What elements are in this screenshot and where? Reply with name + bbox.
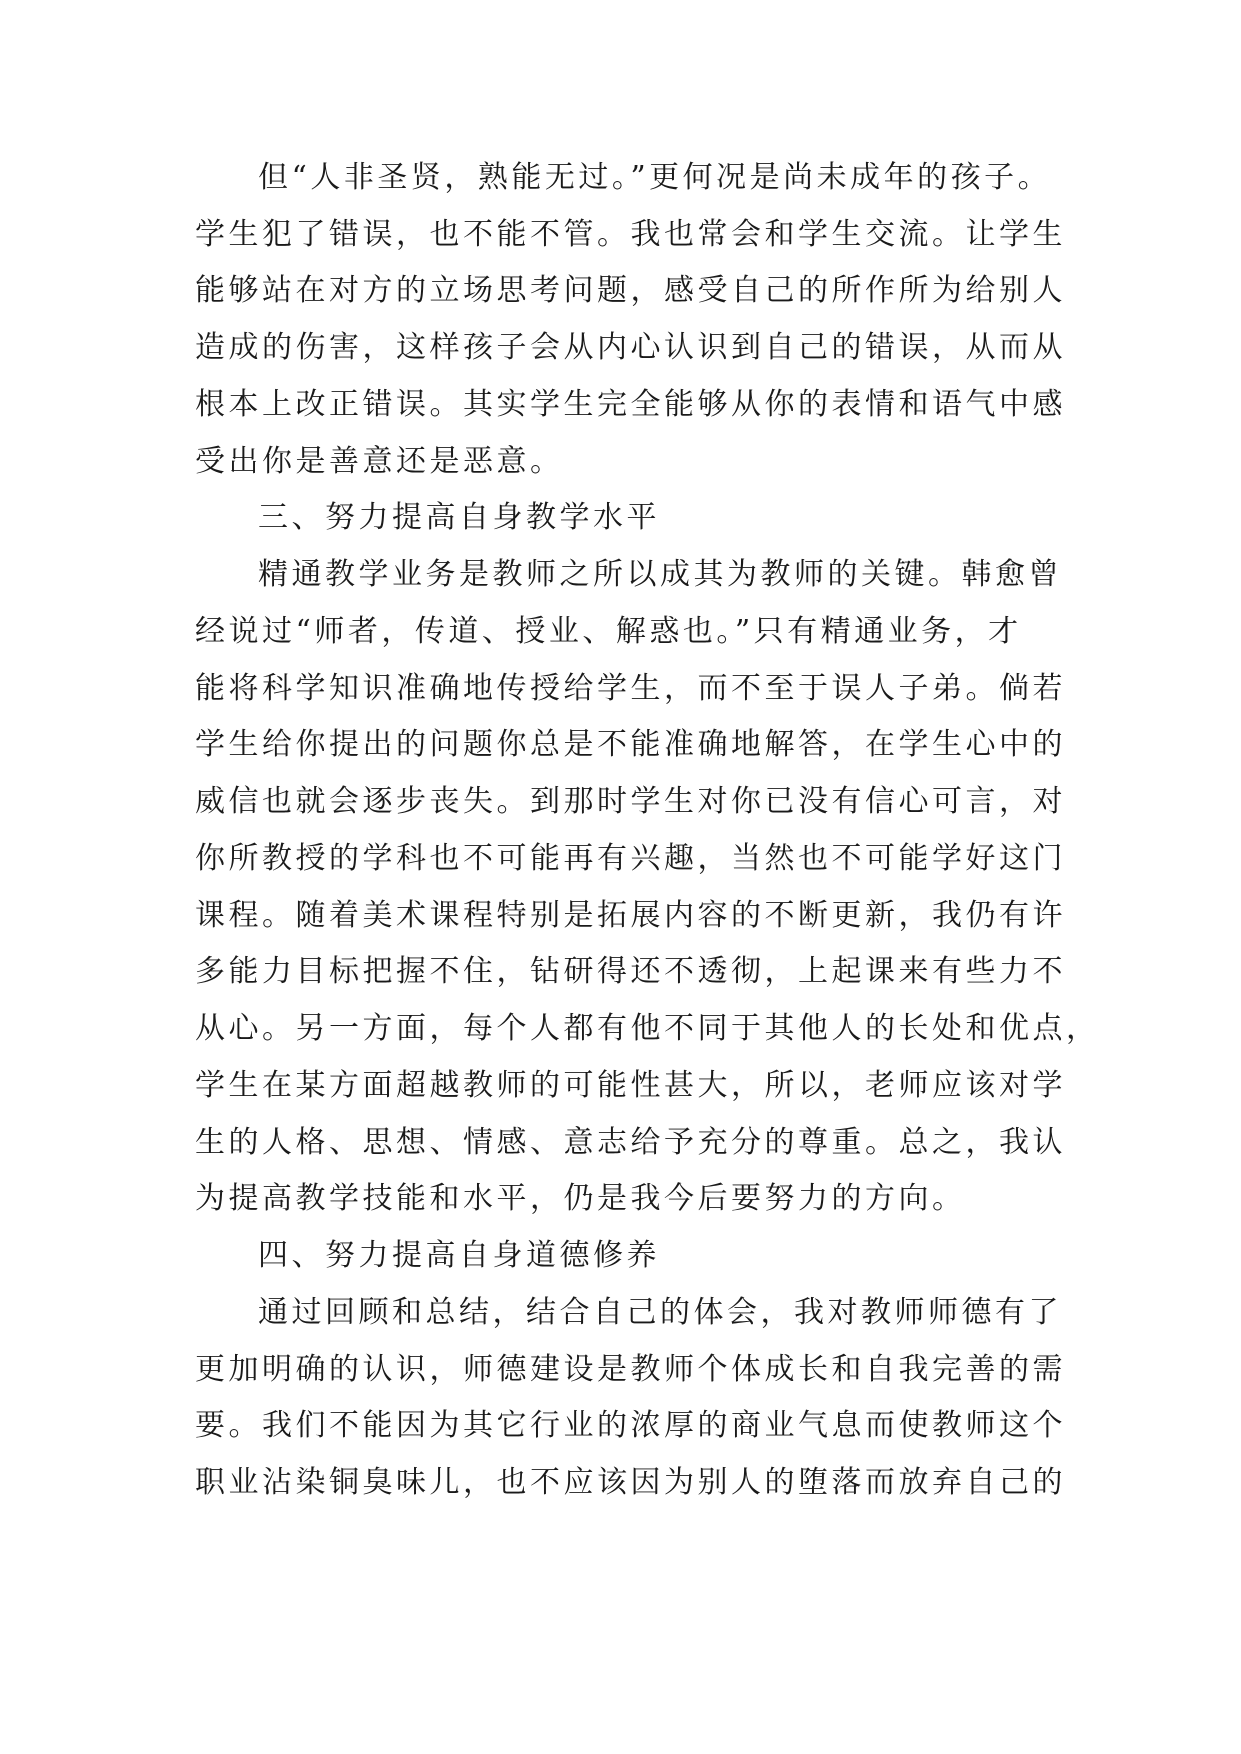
text-line-6: 受出你是善意还是恶意。 <box>195 444 564 479</box>
text-line-17: 学生在某方面超越教师的可能性甚大，所以，老师应该对学 <box>195 1068 1066 1103</box>
text-line-4: 造成的伤害，这样孩子会从内心认识到自己的错误，从而从 <box>195 330 1066 365</box>
text-line-23: 要。我们不能因为其它行业的浓厚的商业气息而使教师这个 <box>195 1408 1066 1443</box>
text-line-13: 你所教授的学科也不可能再有兴趣，当然也不可能学好这门 <box>195 841 1066 876</box>
text-line-15: 多能力目标把握不住，钻研得还不透彻，上起课来有些力不 <box>195 954 1066 989</box>
text-line-22: 更加明确的认识，师德建设是教师个体成长和自我完善的需 <box>195 1352 1066 1387</box>
text-line-11: 学生给你提出的问题你总是不能准确地解答，在学生心中的 <box>195 727 1066 762</box>
text-line-2: 学生犯了错误，也不能不管。我也常会和学生交流。让学生 <box>195 217 1066 252</box>
text-line-19: 为提高教学技能和水平，仍是我今后要努力的方向。 <box>195 1181 966 1216</box>
text-line-16: 从心。另一方面，每个人都有他不同于其他人的长处和优点， <box>195 1011 1100 1046</box>
section-heading-4: 四、努力提高自身道德修养 <box>258 1238 660 1273</box>
text-line-12: 威信也就会逐步丧失。到那时学生对你已没有信心可言，对 <box>195 784 1066 819</box>
text-line-3: 能够站在对方的立场思考问题，感受自己的所作所为给别人 <box>195 273 1066 308</box>
text-line-8: 精通教学业务是教师之所以成其为教师的关键。韩愈曾 <box>258 557 1062 592</box>
text-line-18: 生的人格、思想、情感、意志给予充分的尊重。总之，我认 <box>195 1125 1066 1160</box>
text-line-10: 能将科学知识准确地传授给学生，而不至于误人子弟。倘若 <box>195 671 1066 706</box>
text-line-1: 但“人非圣贤，熟能无过。”更何况是尚未成年的孩子。 <box>258 160 1052 195</box>
text-line-9: 经说过“师者，传道、授业、解惑也。”只有精通业务，才 <box>195 614 1022 649</box>
section-heading-3: 三、努力提高自身教学水平 <box>258 500 660 535</box>
text-line-24: 职业沾染铜臭味儿，也不应该因为别人的堕落而放弃自己的 <box>195 1465 1066 1500</box>
text-line-14: 课程。随着美术课程特别是拓展内容的不断更新，我仍有许 <box>195 898 1066 933</box>
text-line-5: 根本上改正错误。其实学生完全能够从你的表情和语气中感 <box>195 387 1066 422</box>
text-line-21: 通过回顾和总结，结合自己的体会，我对教师师德有了 <box>258 1295 1062 1330</box>
